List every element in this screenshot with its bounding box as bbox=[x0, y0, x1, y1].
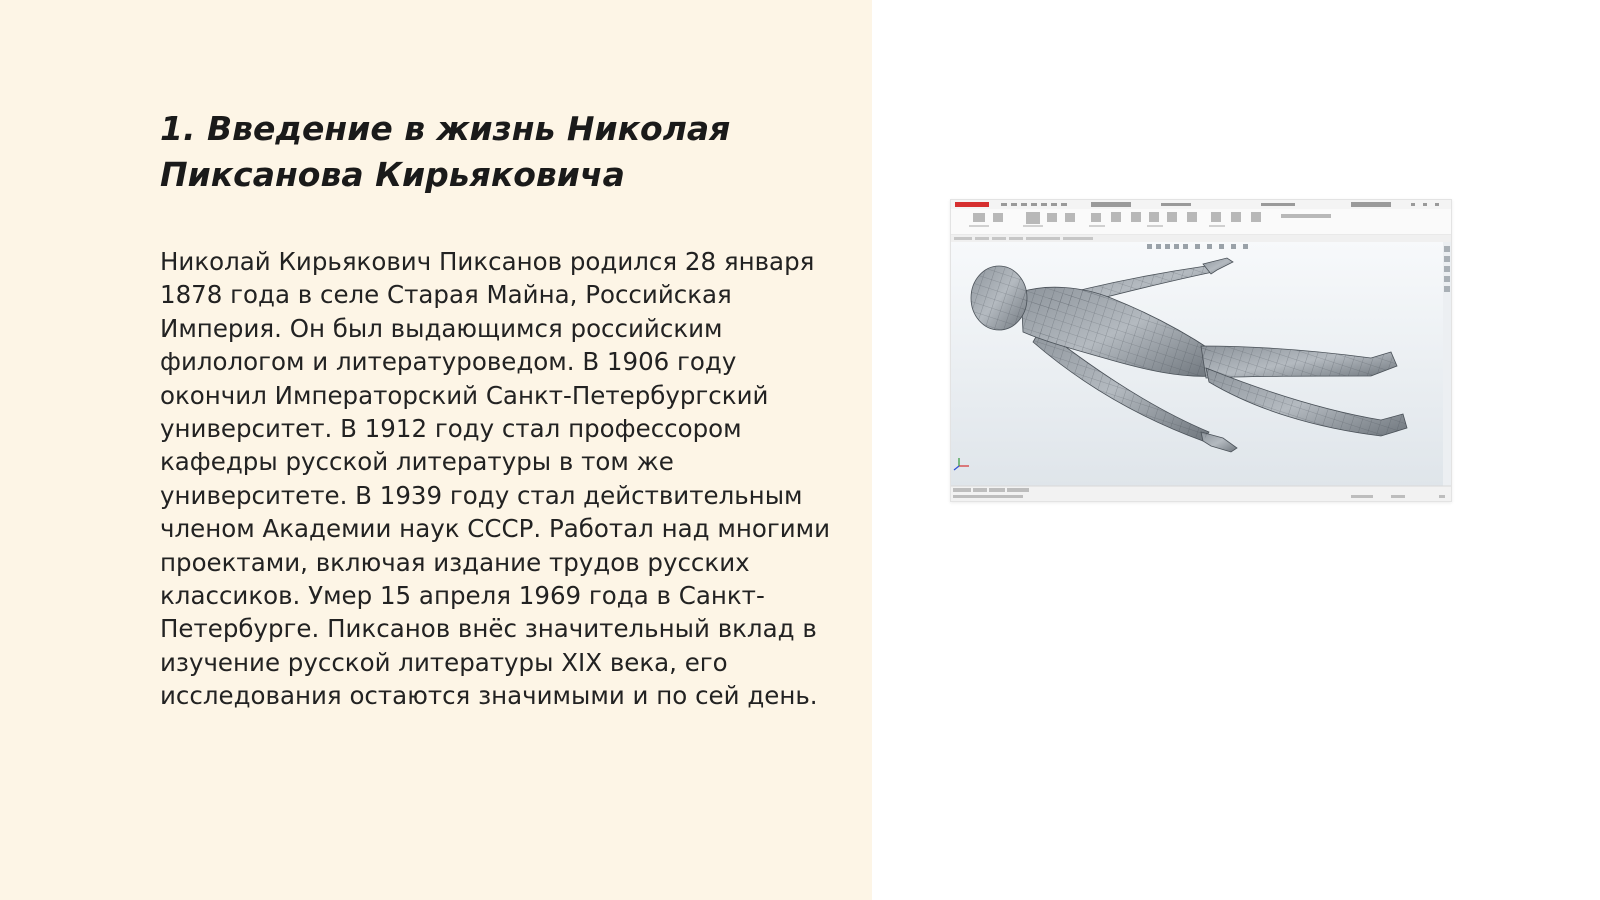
cad-screenshot-image bbox=[950, 199, 1452, 502]
slide-title: 1. Введение в жизнь Николая Пиксанова Кирьяковича bbox=[160, 109, 731, 194]
slide-body-text: Николай Кирьякович Пиксанов родился 28 января 1878 года в селе Старая Майна, Российская Империя. Он был выдающимся российским филологом и литературоведом. В 1906 году окончил Императорский Санкт-Петербургский университет. В 1912 году стал профессором кафедры русской литературы в том же университете. В 1939 году стал действительным членом Академии наук СССР. Работал над многими проектами, включая издание трудов русских классиков. Умер 15 апреля 1969 года в Санкт-Петербурге. Пиксанов внёс значительный вклад в изучение русской литературы XIX века, его исследования остаются значимыми и по сей день. bbox=[160, 247, 831, 711]
cad-wireframe-human-figure-icon bbox=[951, 200, 1451, 501]
